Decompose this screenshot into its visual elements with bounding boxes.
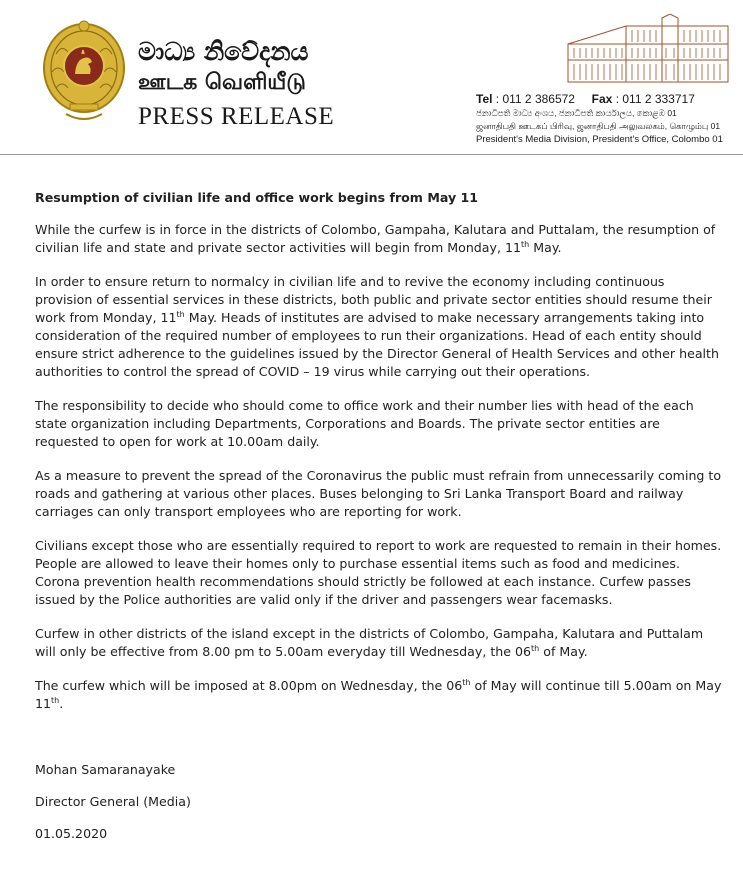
address-tamil: ஜனாதிபதி ஊடகப் பிரிவு, ஜனாதிபதி அலுவலகம், கொழும்பு 01 xyxy=(476,121,721,131)
title-tamil: ஊடக வெளியீடு xyxy=(138,70,306,95)
fax-number: : 011 2 333717 xyxy=(615,92,695,106)
paragraph-2: In order to ensure return to normalcy in civilian life and to revive the economy including continuous provision of essential services in these districts, both public and private sector entities should resume their work from Monday, 11th May. Heads of institutes are advised to make necessary arrangements taking into consideration of the required number of employees to run their organizations. Head of each entity should ensure strict adherence to the guidelines issued by the Director General of Health Services and other health authorities to control the spread of COVID – 19 virus while carrying out their operations. xyxy=(35,274,719,379)
title-block xyxy=(138,38,368,132)
release-date: 01.05.2020 xyxy=(35,826,108,841)
title-sinhala: මාධ්‍ය නිවේදනය xyxy=(138,37,309,66)
tel-number: : 011 2 386572 xyxy=(495,92,575,106)
signatory-title: Director General (Media) xyxy=(35,794,191,809)
tel-fax-line xyxy=(476,92,738,107)
press-release-body xyxy=(35,189,725,843)
paragraph-5: Civilians except those who are essentially required to report to work are requested to remain in their homes. People are allowed to leave their homes only to purchase essential items such as food and medicines. Corona prevention health recommendations should strictly be followed at each instance. Curfew passes issued by the Police authorities are valid only if the driver and passengers wear facemasks. xyxy=(35,538,722,607)
title-english: PRESS RELEASE xyxy=(138,103,335,130)
tel-label: Tel xyxy=(476,92,493,106)
paragraph-6: Curfew in other districts of the island except in the districts of Colombo, Gampaha, Kalutara and Puttalam will only be effective from 8.00 pm to 5.00am everyday till Wednesday, the 06th of May. xyxy=(35,626,704,659)
address-sinhala: ජනාධිපති මාධ්‍ය අංශය, ජනාධිපති කාර්යාලය, කොළඹ 01 xyxy=(476,108,677,118)
signatory-name: Mohan Samaranayake xyxy=(35,762,176,777)
presidents-office-building-icon xyxy=(566,14,730,84)
paragraph-7: The curfew which will be imposed at 8.00pm on Wednesday, the 06th of May will continue till 5.00am on May 11th. xyxy=(35,677,722,711)
sri-lanka-emblem-icon xyxy=(42,14,126,126)
paragraph-4: As a measure to prevent the spread of the Coronavirus the public must refrain from unnecessarily coming to roads and gathering at various other places. Buses belonging to Sri Lanka Transport Board and railway carriages can only transport employees who are reporting for work. xyxy=(35,468,722,519)
paragraph-1: While the curfew is in force in the districts of Colombo, Gampaha, Kalutara and Puttalam, the resumption of civilian life and state and private sector activities will begin from Monday, 11th May. xyxy=(35,222,716,255)
fax-label: Fax xyxy=(591,92,613,106)
header-divider xyxy=(0,154,743,155)
headline: Resumption of civilian life and office work begins from May 11 xyxy=(35,190,479,205)
paragraph-3: The responsibility to decide who should come to office work and their number lies with head of the each state organization including Departments, Corporations and Boards. The private sector entities are requested to open for work at 10.00am daily. xyxy=(35,398,694,449)
contact-block xyxy=(476,92,738,147)
address-english: President's Media Division, President's Office, Colombo 01 xyxy=(476,134,723,145)
